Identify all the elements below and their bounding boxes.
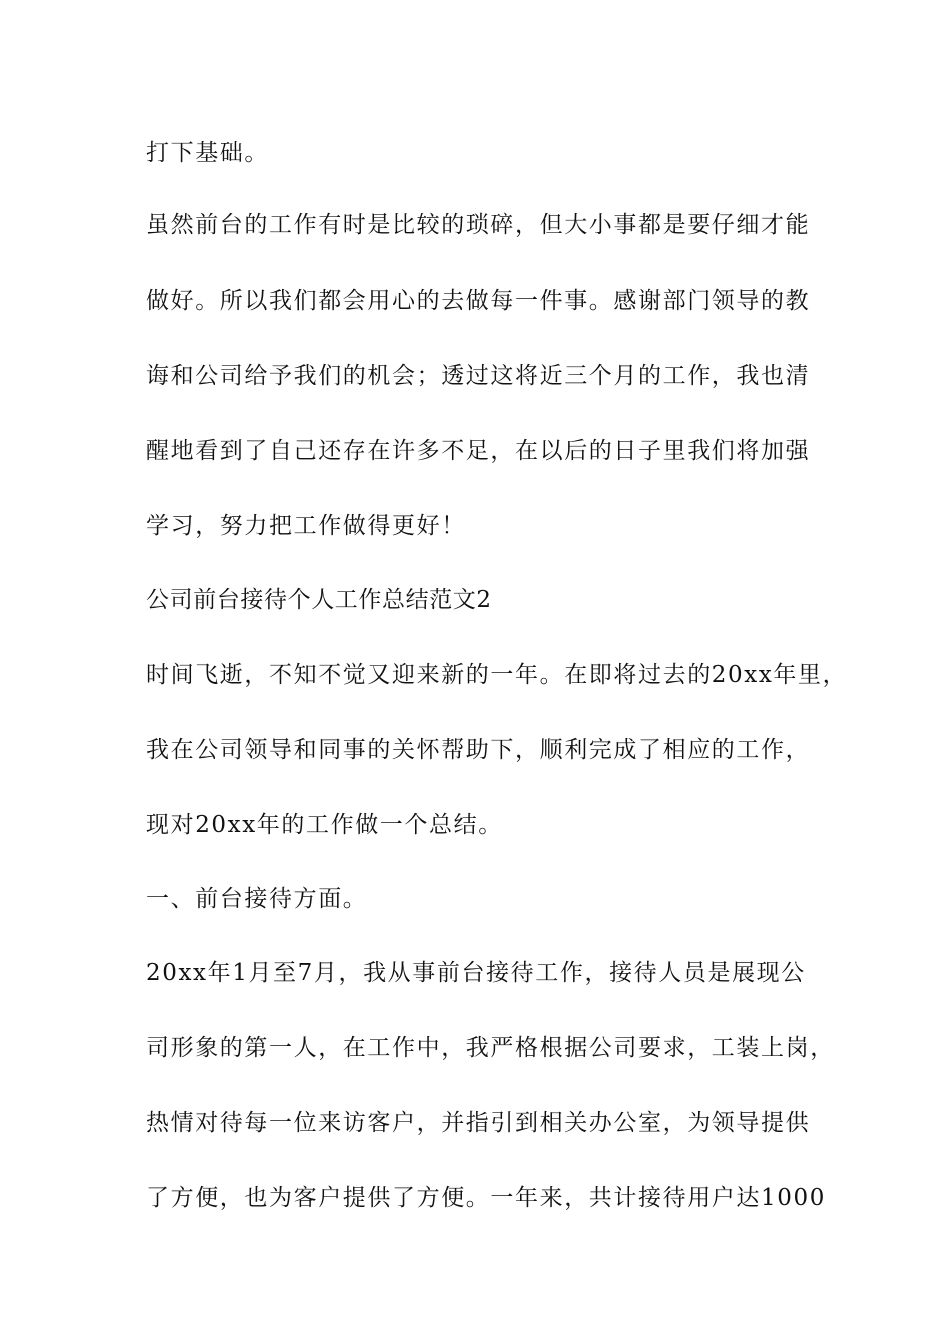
paragraph-line: 虽然前台的工作有时是比较的琐碎，但大小事都是要仔细才能 <box>146 212 811 238</box>
section-heading: 公司前台接待个人工作总结范文2 <box>146 587 492 613</box>
paragraph-line: 20xx年1月至7月，我从事前台接待工作，接待人员是展现公 <box>146 960 806 986</box>
paragraph-line: 热情对待每一位来访客户，并指引到相关办公室，为领导提供 <box>146 1110 811 1136</box>
paragraph-line: 做好。所以我们都会用心的去做每一件事。感谢部门领导的教 <box>146 288 811 314</box>
paragraph-line: 了方便，也为客户提供了方便。一年来，共计接待用户达1000 <box>146 1185 826 1211</box>
subsection-heading: 一、前台接待方面。 <box>146 886 368 912</box>
paragraph-line: 学习，努力把工作做得更好！ <box>146 513 466 539</box>
paragraph-line: 诲和公司给予我们的机会；透过这将近三个月的工作，我也清 <box>146 363 811 389</box>
paragraph-line: 时间飞逝，不知不觉又迎来新的一年。在即将过去的20xx年里， <box>146 662 848 688</box>
paragraph-line: 我在公司领导和同事的关怀帮助下，顺利完成了相应的工作， <box>146 737 811 763</box>
paragraph-line: 醒地看到了自己还存在许多不足，在以后的日子里我们将加强 <box>146 438 811 464</box>
paragraph-line: 现对20xx年的工作做一个总结。 <box>146 812 503 838</box>
paragraph-line: 打下基础。 <box>146 140 269 166</box>
paragraph-line: 司形象的第一人，在工作中，我严格根据公司要求，工装上岗， <box>146 1035 835 1061</box>
